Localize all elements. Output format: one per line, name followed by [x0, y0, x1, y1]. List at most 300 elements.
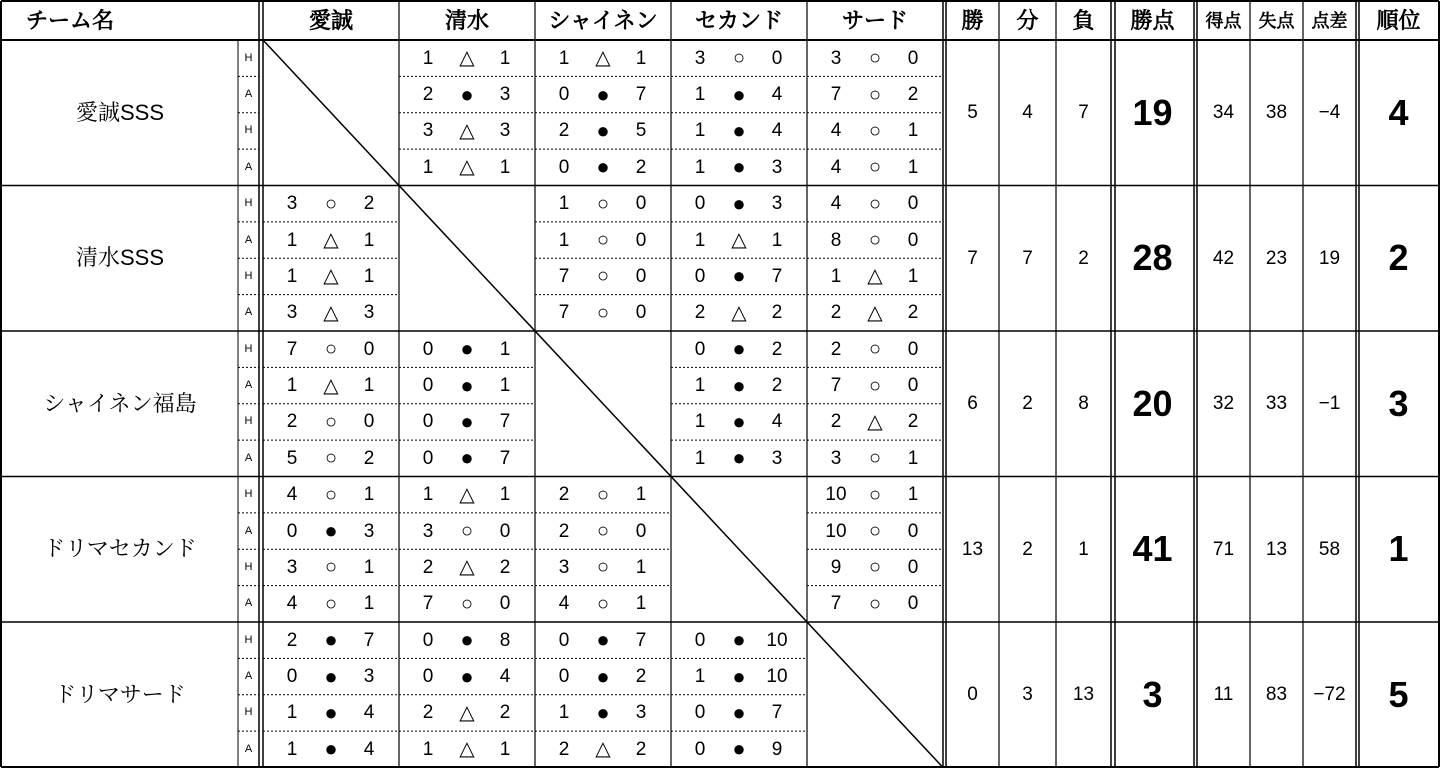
- score-against: 7: [635, 629, 647, 651]
- score-against: 7: [771, 265, 783, 287]
- score-for: 0: [694, 702, 706, 724]
- result-win-icon: ○: [596, 229, 610, 252]
- team-name-header: チーム名: [25, 8, 114, 33]
- home-away-label: H: [244, 560, 253, 573]
- result-win-icon: ○: [868, 447, 882, 470]
- score-against: 2: [907, 302, 919, 324]
- score-for: 7: [286, 338, 298, 360]
- score-against: 4: [499, 666, 511, 688]
- score-for: 2: [830, 411, 842, 433]
- result-draw-icon: △: [595, 47, 611, 70]
- home-away-label: H: [244, 124, 253, 137]
- stat-gd: 58: [1318, 538, 1341, 560]
- result-loss-icon: ●: [460, 81, 474, 107]
- stat-gf: 42: [1212, 247, 1235, 269]
- score-for: 3: [422, 520, 434, 542]
- home-away-label: A: [244, 306, 253, 319]
- opponent-header: 清水: [444, 8, 489, 33]
- score-against: 8: [499, 629, 511, 651]
- score-against: 1: [363, 229, 375, 251]
- score-against: 0: [635, 193, 647, 215]
- score-for: 3: [830, 47, 842, 69]
- home-away-label: H: [244, 51, 253, 64]
- score-for: 0: [286, 520, 298, 542]
- stat-points: 19: [1132, 91, 1173, 133]
- stat-ga: 23: [1265, 247, 1288, 269]
- score-against: 3: [363, 520, 375, 542]
- score-for: 7: [422, 593, 434, 615]
- score-for: 4: [286, 484, 298, 506]
- score-for: 1: [422, 738, 434, 760]
- score-against: 3: [499, 84, 511, 106]
- result-win-icon: ○: [868, 483, 882, 506]
- home-away-label: H: [244, 197, 253, 210]
- score-against: 1: [363, 593, 375, 615]
- team-name: シャイネン福島: [43, 390, 197, 416]
- score-against: 4: [771, 411, 783, 433]
- score-for: 0: [422, 375, 434, 397]
- result-win-icon: ○: [596, 483, 610, 506]
- score-against: 0: [907, 193, 919, 215]
- score-for: 4: [830, 120, 842, 142]
- result-loss-icon: ●: [460, 663, 474, 689]
- score-for: 2: [830, 338, 842, 360]
- score-for: 0: [694, 338, 706, 360]
- score-for: 1: [558, 702, 570, 724]
- score-against: 4: [771, 84, 783, 106]
- score-against: 0: [635, 520, 647, 542]
- score-against: 5: [635, 120, 647, 142]
- score-against: 3: [363, 666, 375, 688]
- score-for: 5: [286, 447, 298, 469]
- stat-gd: −72: [1313, 684, 1346, 706]
- stat-gd: −4: [1318, 102, 1341, 124]
- score-for: 0: [694, 265, 706, 287]
- stat-losses: 13: [1072, 684, 1095, 706]
- score-against: 4: [771, 120, 783, 142]
- stat-header: 点差: [1311, 11, 1348, 31]
- score-for: 2: [558, 484, 570, 506]
- stat-ga: 33: [1265, 393, 1288, 415]
- score-for: 1: [694, 666, 706, 688]
- score-against: 2: [771, 375, 783, 397]
- result-loss-icon: ●: [596, 154, 610, 180]
- score-against: 1: [635, 593, 647, 615]
- score-against: 2: [499, 702, 511, 724]
- score-against: 10: [766, 629, 788, 651]
- result-draw-icon: △: [323, 229, 339, 252]
- result-win-icon: ○: [324, 192, 338, 215]
- stat-losses: 8: [1078, 393, 1089, 415]
- score-for: 7: [558, 302, 570, 324]
- score-for: 4: [830, 193, 842, 215]
- home-away-label: H: [244, 342, 253, 355]
- result-loss-icon: ●: [732, 154, 746, 180]
- score-for: 0: [422, 411, 434, 433]
- score-against: 4: [363, 738, 375, 760]
- score-against: 1: [363, 556, 375, 578]
- result-loss-icon: ●: [324, 518, 338, 544]
- score-for: 4: [830, 156, 842, 178]
- score-for: 1: [286, 738, 298, 760]
- score-for: 1: [694, 375, 706, 397]
- stat-losses: 2: [1078, 247, 1089, 269]
- score-for: 7: [830, 593, 842, 615]
- stat-wins: 7: [967, 247, 978, 269]
- score-for: 0: [558, 156, 570, 178]
- result-win-icon: ○: [868, 229, 882, 252]
- result-loss-icon: ●: [732, 190, 746, 216]
- result-draw-icon: △: [595, 738, 611, 761]
- score-for: 3: [286, 193, 298, 215]
- home-away-label: A: [244, 597, 253, 610]
- score-for: 2: [422, 84, 434, 106]
- stat-points: 41: [1132, 528, 1173, 570]
- stat-losses: 1: [1078, 538, 1089, 560]
- score-for: 1: [830, 265, 842, 287]
- result-loss-icon: ●: [732, 736, 746, 762]
- score-against: 2: [907, 411, 919, 433]
- score-for: 1: [694, 156, 706, 178]
- stat-draws: 2: [1022, 393, 1033, 415]
- result-win-icon: ○: [868, 192, 882, 215]
- score-for: 1: [558, 47, 570, 69]
- score-for: 3: [422, 120, 434, 142]
- stat-rank: 4: [1388, 91, 1409, 133]
- stat-header: 順位: [1376, 8, 1421, 33]
- result-loss-icon: ●: [460, 627, 474, 653]
- score-for: 7: [830, 84, 842, 106]
- score-for: 0: [694, 629, 706, 651]
- score-against: 1: [499, 484, 511, 506]
- score-against: 1: [499, 47, 511, 69]
- result-loss-icon: ●: [732, 336, 746, 362]
- score-for: 7: [830, 375, 842, 397]
- stat-ga: 38: [1265, 102, 1288, 124]
- score-for: 1: [694, 120, 706, 142]
- stat-rank: 5: [1388, 673, 1409, 715]
- score-against: 0: [635, 302, 647, 324]
- result-win-icon: ○: [596, 520, 610, 543]
- result-loss-icon: ●: [324, 736, 338, 762]
- result-draw-icon: △: [459, 738, 475, 761]
- result-loss-icon: ●: [460, 408, 474, 434]
- score-against: 7: [363, 629, 375, 651]
- result-loss-icon: ●: [460, 336, 474, 362]
- score-for: 1: [558, 229, 570, 251]
- score-against: 7: [635, 84, 647, 106]
- result-win-icon: ○: [596, 592, 610, 615]
- score-for: 1: [694, 229, 706, 251]
- score-against: 1: [363, 375, 375, 397]
- stat-gf: 32: [1212, 393, 1235, 415]
- score-against: 0: [771, 47, 783, 69]
- stat-draws: 4: [1022, 102, 1033, 124]
- result-draw-icon: △: [323, 374, 339, 397]
- score-for: 0: [422, 666, 434, 688]
- team-name: ドリマサード: [54, 681, 186, 707]
- score-against: 2: [635, 738, 647, 760]
- result-win-icon: ○: [868, 338, 882, 361]
- team-name: ドリマセカンド: [43, 536, 197, 562]
- score-for: 1: [286, 702, 298, 724]
- score-against: 1: [635, 484, 647, 506]
- result-loss-icon: ●: [732, 699, 746, 725]
- result-win-icon: ○: [596, 192, 610, 215]
- stat-draws: 2: [1022, 538, 1033, 560]
- result-draw-icon: △: [867, 265, 883, 288]
- score-against: 1: [907, 120, 919, 142]
- score-for: 1: [286, 375, 298, 397]
- result-win-icon: ○: [868, 119, 882, 142]
- stat-losses: 7: [1078, 102, 1089, 124]
- home-away-label: H: [244, 488, 253, 501]
- score-for: 3: [286, 556, 298, 578]
- home-away-label: H: [244, 633, 253, 646]
- score-against: 0: [363, 411, 375, 433]
- result-win-icon: ○: [868, 556, 882, 579]
- stat-wins: 5: [967, 102, 978, 124]
- opponent-header: 愛誠: [308, 8, 353, 33]
- score-against: 2: [363, 447, 375, 469]
- score-for: 2: [422, 702, 434, 724]
- score-against: 0: [907, 556, 919, 578]
- score-for: 3: [558, 556, 570, 578]
- score-for: 0: [422, 447, 434, 469]
- score-for: 1: [558, 193, 570, 215]
- result-win-icon: ○: [324, 483, 338, 506]
- score-against: 3: [771, 193, 783, 215]
- score-for: 1: [422, 484, 434, 506]
- opponent-header: サード: [841, 8, 908, 33]
- result-draw-icon: △: [459, 47, 475, 70]
- result-draw-icon: △: [867, 301, 883, 324]
- result-draw-icon: △: [731, 229, 747, 252]
- stat-rank: 3: [1388, 382, 1409, 424]
- home-away-label: A: [244, 379, 253, 392]
- result-win-icon: ○: [324, 592, 338, 615]
- score-against: 0: [499, 520, 511, 542]
- home-away-label: H: [244, 706, 253, 719]
- result-loss-icon: ●: [596, 699, 610, 725]
- score-for: 2: [558, 738, 570, 760]
- result-loss-icon: ●: [596, 663, 610, 689]
- stat-ga: 83: [1265, 684, 1288, 706]
- score-against: 0: [907, 375, 919, 397]
- score-for: 2: [830, 302, 842, 324]
- home-away-label: A: [244, 451, 253, 464]
- result-win-icon: ○: [460, 520, 474, 543]
- result-loss-icon: ●: [732, 263, 746, 289]
- score-against: 3: [363, 302, 375, 324]
- score-for: 3: [694, 47, 706, 69]
- result-win-icon: ○: [868, 374, 882, 397]
- score-against: 1: [499, 738, 511, 760]
- home-away-label: A: [244, 233, 253, 246]
- score-against: 1: [907, 156, 919, 178]
- score-against: 7: [771, 702, 783, 724]
- score-for: 0: [422, 629, 434, 651]
- score-against: 0: [363, 338, 375, 360]
- result-win-icon: ○: [868, 592, 882, 615]
- result-win-icon: ○: [460, 592, 474, 615]
- score-for: 1: [286, 265, 298, 287]
- score-against: 0: [907, 47, 919, 69]
- score-against: 1: [363, 484, 375, 506]
- stat-header: 失点: [1258, 11, 1295, 31]
- stat-header: 負: [1072, 8, 1095, 33]
- result-win-icon: ○: [868, 156, 882, 179]
- home-away-label: A: [244, 670, 253, 683]
- result-loss-icon: ●: [324, 627, 338, 653]
- stat-gd: 19: [1318, 247, 1341, 269]
- score-for: 1: [694, 84, 706, 106]
- score-against: 0: [907, 593, 919, 615]
- result-draw-icon: △: [323, 301, 339, 324]
- score-against: 1: [499, 375, 511, 397]
- score-for: 0: [286, 666, 298, 688]
- stat-wins: 13: [961, 538, 984, 560]
- result-draw-icon: △: [323, 265, 339, 288]
- opponent-header: シャイネン: [548, 8, 658, 33]
- result-loss-icon: ●: [732, 408, 746, 434]
- result-win-icon: ○: [868, 47, 882, 70]
- score-for: 2: [286, 411, 298, 433]
- score-against: 1: [771, 229, 783, 251]
- score-against: 2: [499, 556, 511, 578]
- score-against: 10: [766, 666, 788, 688]
- result-loss-icon: ●: [732, 81, 746, 107]
- score-for: 2: [558, 520, 570, 542]
- score-against: 2: [635, 156, 647, 178]
- score-against: 1: [363, 265, 375, 287]
- result-win-icon: ○: [324, 447, 338, 470]
- result-win-icon: ○: [596, 265, 610, 288]
- score-against: 1: [907, 484, 919, 506]
- stat-points: 28: [1132, 237, 1173, 279]
- score-against: 1: [499, 338, 511, 360]
- result-draw-icon: △: [867, 410, 883, 433]
- score-for: 0: [694, 193, 706, 215]
- team-name: 愛誠SSS: [75, 99, 165, 125]
- stat-rank: 1: [1388, 528, 1409, 570]
- result-win-icon: ○: [324, 410, 338, 433]
- score-against: 1: [907, 447, 919, 469]
- result-win-icon: ○: [868, 83, 882, 106]
- score-for: 9: [830, 556, 842, 578]
- score-for: 7: [558, 265, 570, 287]
- stat-gf: 71: [1212, 538, 1235, 560]
- score-for: 4: [558, 593, 570, 615]
- score-against: 2: [635, 666, 647, 688]
- result-loss-icon: ●: [324, 699, 338, 725]
- score-against: 1: [907, 265, 919, 287]
- score-for: 0: [558, 666, 570, 688]
- stat-header: 得点: [1205, 11, 1242, 31]
- stat-header: 勝点: [1130, 8, 1175, 33]
- stat-wins: 6: [967, 393, 978, 415]
- stat-ga: 13: [1265, 538, 1288, 560]
- home-away-label: A: [244, 524, 253, 537]
- result-loss-icon: ●: [596, 627, 610, 653]
- score-against: 3: [771, 447, 783, 469]
- score-for: 1: [694, 411, 706, 433]
- score-for: 1: [422, 156, 434, 178]
- score-for: 8: [830, 229, 842, 251]
- score-against: 3: [499, 120, 511, 142]
- stat-gf: 11: [1213, 684, 1234, 706]
- result-draw-icon: △: [459, 556, 475, 579]
- home-away-label: A: [244, 160, 253, 173]
- team-name: 清水SSS: [75, 245, 165, 271]
- stat-draws: 3: [1022, 684, 1033, 706]
- result-loss-icon: ●: [460, 445, 474, 471]
- score-against: 0: [635, 229, 647, 251]
- stat-draws: 7: [1022, 247, 1033, 269]
- score-for: 4: [286, 593, 298, 615]
- stat-gf: 34: [1212, 102, 1235, 124]
- score-for: 1: [286, 229, 298, 251]
- result-win-icon: ○: [324, 338, 338, 361]
- score-against: 7: [499, 447, 511, 469]
- home-away-label: H: [244, 415, 253, 428]
- result-win-icon: ○: [732, 47, 746, 70]
- stat-header: 勝: [961, 8, 984, 33]
- score-for: 2: [558, 120, 570, 142]
- result-win-icon: ○: [868, 520, 882, 543]
- stat-points: 3: [1142, 673, 1163, 715]
- home-away-label: A: [244, 742, 253, 755]
- score-for: 2: [286, 629, 298, 651]
- score-against: 4: [363, 702, 375, 724]
- score-for: 3: [286, 302, 298, 324]
- score-for: 3: [830, 447, 842, 469]
- score-for: 0: [558, 84, 570, 106]
- score-against: 0: [635, 265, 647, 287]
- score-against: 1: [635, 47, 647, 69]
- stat-gd: −1: [1318, 393, 1341, 415]
- score-for: 2: [422, 556, 434, 578]
- result-loss-icon: ●: [732, 372, 746, 398]
- score-for: 2: [694, 302, 706, 324]
- result-loss-icon: ●: [324, 663, 338, 689]
- result-draw-icon: △: [459, 701, 475, 724]
- result-win-icon: ○: [324, 556, 338, 579]
- stat-header: 分: [1016, 8, 1039, 33]
- opponent-header: セカンド: [694, 8, 783, 33]
- result-loss-icon: ●: [460, 372, 474, 398]
- stat-wins: 0: [967, 684, 978, 706]
- score-against: 3: [771, 156, 783, 178]
- result-draw-icon: △: [731, 301, 747, 324]
- score-against: 2: [907, 84, 919, 106]
- result-loss-icon: ●: [596, 81, 610, 107]
- result-loss-icon: ●: [732, 627, 746, 653]
- score-for: 0: [694, 738, 706, 760]
- score-against: 0: [499, 593, 511, 615]
- stat-points: 20: [1132, 382, 1173, 424]
- result-draw-icon: △: [459, 156, 475, 179]
- score-against: 2: [363, 193, 375, 215]
- score-for: 10: [825, 520, 847, 542]
- result-draw-icon: △: [459, 119, 475, 142]
- score-against: 3: [635, 702, 647, 724]
- score-against: 0: [907, 338, 919, 360]
- result-loss-icon: ●: [732, 663, 746, 689]
- result-loss-icon: ●: [732, 445, 746, 471]
- result-loss-icon: ●: [732, 117, 746, 143]
- score-against: 2: [771, 338, 783, 360]
